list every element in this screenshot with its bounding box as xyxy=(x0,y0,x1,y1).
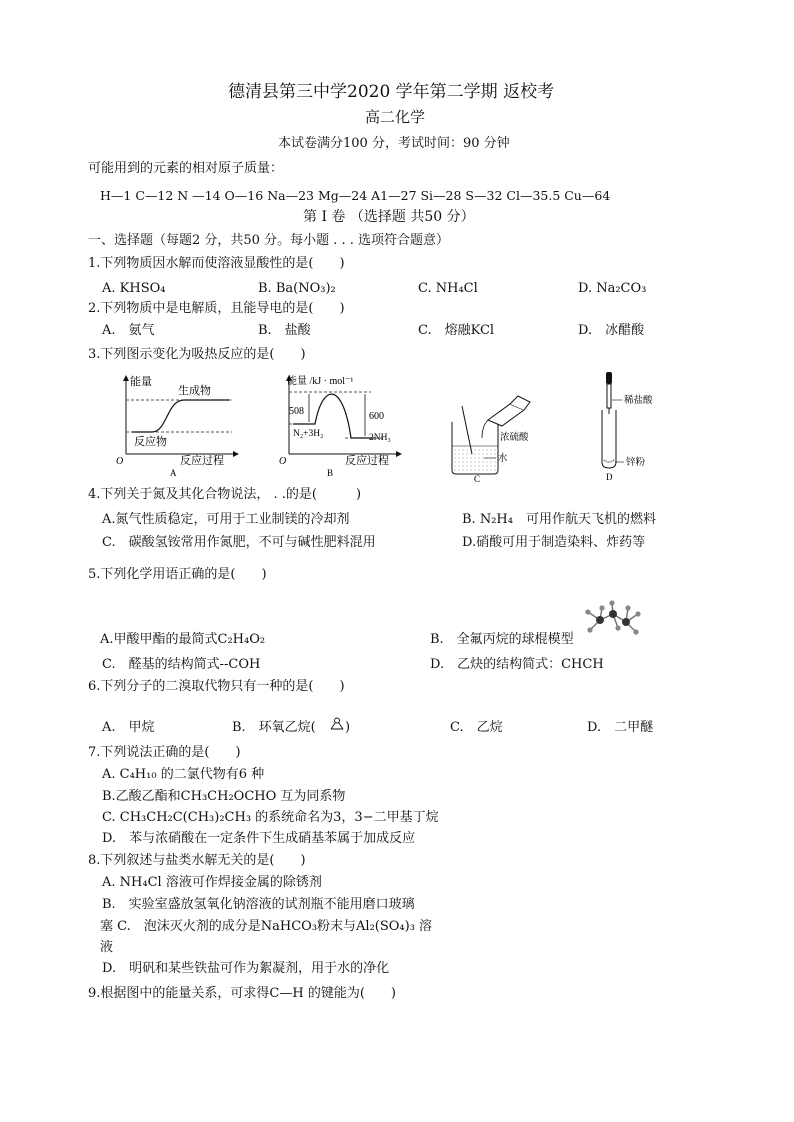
question-8-stem: 8.下列叙述与盐类水解无关的是( ) xyxy=(88,853,306,868)
q8-option-d: D. 明矾和某些铁盐可作为絮凝剂，用于水的净化 xyxy=(102,961,390,976)
atomic-mass-intro: 可能用到的元素的相对原子质量： xyxy=(88,161,284,176)
exam-title: 德清县第三中学2020 学年第二学期 返校考 xyxy=(228,82,555,102)
q8-option-a: A. NH₄Cl 溶液可作焊接金属的除锈剂 xyxy=(102,875,322,890)
fig-b-600: 600 xyxy=(369,411,384,422)
q7-option-d: D. 苯与浓硝酸在一定条件下生成硝基苯属于加成反应 xyxy=(102,831,416,846)
question-1-stem: 1.下列物质因水解而使溶液显酸性的是( ) xyxy=(88,256,345,271)
subject-title: 高二化学 xyxy=(365,108,426,126)
fig-a-xlabel: 反应过程 xyxy=(180,455,224,467)
fig-d-powder: 锌粉 xyxy=(626,458,646,468)
atomic-mass-list: H—1 C—12 N —14 O—16 Na—23 Mg—24 A1—27 Si—28 S—32 Cl—35.5 Cu—64 xyxy=(100,188,611,203)
instructions: 一、选择题（每题2 分，共50 分。每小题 . . . 选项符合题意） xyxy=(88,233,450,248)
fig-a-caption: A xyxy=(170,468,177,478)
q5-option-a: A.甲酸甲酯的最简式C₂H₄O₂ xyxy=(100,632,266,647)
figure-b-energy-diagram xyxy=(275,372,405,478)
q5-option-d: D. 乙炔的结构简式：CHCH xyxy=(430,657,604,672)
fig-a-ylabel: 能量 xyxy=(130,376,152,388)
q4-option-a: A.氮气性质稳定，可用于工业制镁的冷却剂 xyxy=(102,512,350,527)
fig-b-xlabel: 反应过程 xyxy=(345,455,389,467)
q4-option-b: B. N₂H₄ 可用作航天飞机的燃料 xyxy=(462,512,656,527)
q2-option-c: C. 熔融KCl xyxy=(418,323,495,338)
fig-a-reactant: 反应物 xyxy=(134,436,167,448)
q6-option-a: A. 甲烷 xyxy=(102,720,155,735)
q1-option-d: D. Na₂CO₃ xyxy=(578,281,647,296)
q2-option-d: D. 冰醋酸 xyxy=(578,323,645,338)
question-2-stem: 2.下列物质中是电解质，且能导电的是( ) xyxy=(88,301,345,316)
q1-option-c: C. NH₄Cl xyxy=(418,281,478,296)
q8-option-b-cont: 塞 C. 泡沫灭火剂的成分是NaHCO₃粉末与Al₂(SO₄)₃ 溶 xyxy=(100,919,433,934)
q8-option-c-cont: 液 xyxy=(100,940,114,955)
perfluoropropane-ball-stick-model xyxy=(582,600,644,638)
fig-c-acid: 浓硫酸 xyxy=(500,433,529,443)
section-title: 第 I 卷 （选择题 共50 分） xyxy=(303,209,475,225)
q7-option-c: C. CH₃CH₂C(CH₃)₂CH₃ 的系统命名为3，3−二甲基丁烷 xyxy=(102,810,439,825)
q5-option-c: C. 醛基的结构简式--COH xyxy=(102,657,261,672)
fig-a-origin: O xyxy=(116,456,124,467)
q2-option-a: A. 氨气 xyxy=(102,323,155,338)
fig-b-ylabel: 能量 /kJ · mol⁻¹ xyxy=(287,376,354,387)
q4-option-c: C. 碳酸氢铵常用作氮肥，不可与碱性肥料混用 xyxy=(102,535,376,550)
q5-option-b: B. 全氟丙烷的球棍模型 xyxy=(430,632,574,647)
q7-option-b: B.乙酸乙酯和CH₃CH₂OCHO 互为同系物 xyxy=(102,789,346,804)
question-9-stem: 9.根据图中的能量关系，可求得C—H 的键能为( ) xyxy=(88,986,396,1001)
figure-a-energy-diagram xyxy=(112,372,242,478)
question-6-stem: 6.下列分子的二溴取代物只有一种的是( ) xyxy=(88,679,345,694)
q1-option-a: A. KHSO₄ xyxy=(102,281,166,296)
question-4-stem: 4.下列关于氮及其化合物说法， . .的是( ) xyxy=(88,487,362,502)
question-7-stem: 7.下列说法正确的是( ) xyxy=(88,745,241,760)
q8-option-b: B. 实验室盛放氢氧化钠溶液的试剂瓶不能用磨口玻璃 xyxy=(102,897,415,912)
fig-b-caption: B xyxy=(327,468,334,478)
q6-option-b-close: ) xyxy=(345,720,351,735)
q1-option-b: B. Ba(NO₃)₂ xyxy=(258,281,336,296)
question-3-stem: 3.下列图示变化为吸热反应的是( ) xyxy=(88,347,306,362)
q6-option-d: D. 二甲醚 xyxy=(587,720,654,735)
q6-option-c: C. 乙烷 xyxy=(450,720,503,735)
fig-a-product: 生成物 xyxy=(178,385,211,397)
figure-d-test-tube xyxy=(588,368,668,484)
exam-info: 本试卷满分100 分，考试时间：90 分钟 xyxy=(278,136,510,151)
fig-d-acid: 稀盐酸 xyxy=(624,396,653,406)
q7-option-a: A. C₄H₁₀ 的二氯代物有6 种 xyxy=(102,767,265,782)
fig-c-water: 水 xyxy=(498,454,508,464)
question-5-stem: 5.下列化学用语正确的是( ) xyxy=(88,567,267,582)
q6-option-b: B. 环氧乙烷( xyxy=(232,720,316,735)
fig-b-508: 508 xyxy=(289,406,304,417)
fig-b-origin: O xyxy=(279,456,287,467)
fig-d-caption: D xyxy=(606,472,613,482)
ethylene-oxide-ring-icon xyxy=(329,717,345,731)
figure-c-dilution-apparatus xyxy=(440,392,550,484)
fig-c-caption: C xyxy=(474,474,481,484)
fig-b-product: 2NH₃ xyxy=(369,433,391,443)
q2-option-b: B. 盐酸 xyxy=(258,323,311,338)
q4-option-d: D.硝酸可用于制造染料、炸药等 xyxy=(462,535,646,550)
fig-b-reactant: N₂+3H₂ xyxy=(293,429,324,439)
